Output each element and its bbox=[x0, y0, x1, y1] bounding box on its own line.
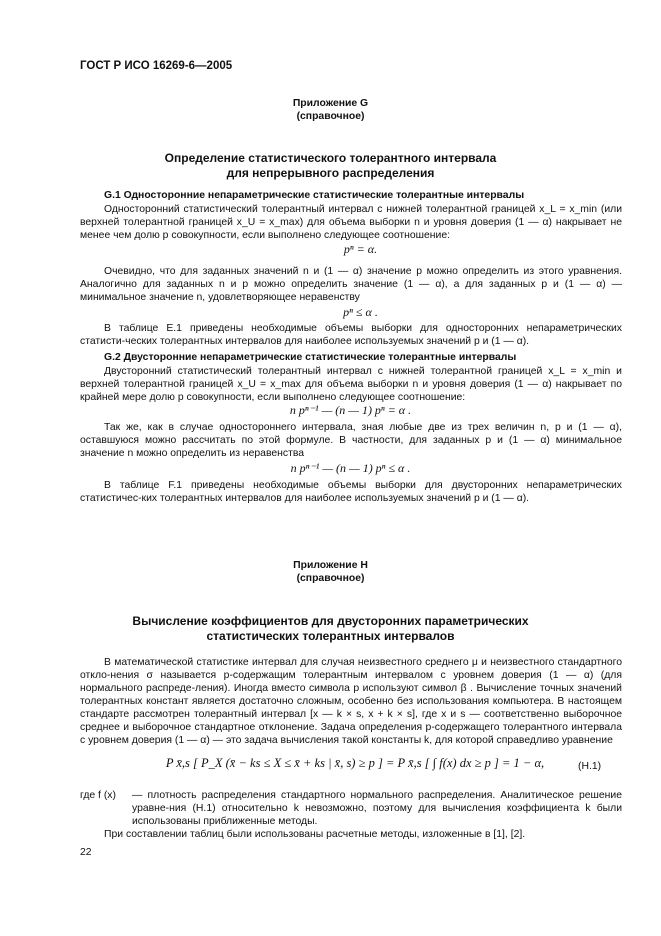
where-text: — плотность распределения стандартного нормального распределения. Аналитическое решение уравне-ния (H.1) относительно k невозможно, поэтому для вычисления коэффициента k были использованы приближенные методы. bbox=[132, 790, 622, 827]
section-g2-para2 bbox=[80, 421, 622, 460]
appendix-h-para2-text: При составлении таблиц были использованы расчетные методы, изложенные в [1], [2]. bbox=[104, 829, 526, 840]
section-g1-para2 bbox=[80, 265, 622, 304]
section-g1-para1-text: Односторонний статистический толерантный интервал с нижней толерантной границей x_L = x_min (или верхней толерантной границей x_U = x_max) для объема выборки n и уровня доверия (1 — α) накрывает не менее чем долю p совокупности, если выполнено следующее соотношение: bbox=[80, 204, 622, 241]
appendix-h-para1-text: В математической статистике интервал для случая неизвестного среднего μ и неизвестного стандартного откло-нения σ называется p-содержащим толерантным интервалом с уровнем доверия (1 — α) (для нормального распреде-ления). Иногда вместо символа p используют символ β . Вычисление точных значений толерантных констант является достаточно сложным, особенно без использования компьютера. В настоящем стандарте рассмотрен толерантный интервал [x — k × s, x + k × s], где x и s — соответственно выборочное среднее и выборочное стандартное отклонение. Задача определения p-содержащего толерантного интервала с уровнем доверия (1 — α) — это задача вычисления такой константы k, для которой справедливо уравнение bbox=[80, 657, 622, 746]
appendix-h-para1 bbox=[80, 656, 622, 747]
appendix-g-kind: (справочное) bbox=[296, 111, 365, 122]
appendix-h-kind: (справочное) bbox=[296, 573, 365, 584]
page-number: 22 bbox=[80, 847, 92, 858]
section-g2-para1-text: Двусторонний статистический толерантный интервал с нижней толерантной границей x_L = x_min и верхней толерантной границей x_U = x_max для объема выборки n и уровня доверия (1 — α) накрывает по крайней мере долю p совокупности, если выполнено следующее соотношение: bbox=[80, 366, 622, 403]
formula-g1-1: pⁿ = α. bbox=[343, 242, 378, 256]
appendix-h-title-line1: Вычисление коэффициентов для двусторонних параметрических bbox=[132, 614, 529, 628]
section-g1-para3 bbox=[80, 322, 622, 348]
formula-g1-2: pⁿ ≤ α . bbox=[343, 305, 378, 319]
equation-h1-number: (H.1) bbox=[578, 761, 602, 772]
appendix-g-title-line2: для непрерывного распределения bbox=[226, 166, 435, 180]
appendix-g-title-line1: Определение статистического толерантного интервала bbox=[164, 151, 497, 165]
section-g2-heading: G.2 Двусторонние непараметрические статистические толерантные интервалы bbox=[104, 352, 517, 363]
where-label: где f (x) bbox=[80, 790, 116, 801]
section-g1-heading: G.1 Односторонние непараметрические статистические толерантные интервалы bbox=[104, 190, 525, 201]
formula-g2-2: n pⁿ⁻¹ — (n — 1) pⁿ ≤ α . bbox=[290, 461, 411, 475]
appendix-h-name: Приложение H bbox=[293, 560, 368, 571]
appendix-h-title-line2: статистических толерантных интервалов bbox=[206, 629, 455, 643]
section-g1-para2-text: Очевидно, что для заданных значений n и (1 — α) значение p можно определить из этого уравнения. Аналогично для заданных n и p можно определить значение (1 — α), а для заданных p и (1 — α) — минимальное значение n, удовлетворяющее неравенству bbox=[80, 266, 622, 303]
section-g2-para3 bbox=[80, 479, 622, 505]
equation-h1: P x̄,s [ P_X (x̄ − ks ≤ X ≤ x̄ + ks | x̄, s) ≥ p ] = P x̄,s [ ∫ f(x) dx ≥ p ] = 1 − α, bbox=[165, 756, 545, 770]
standard-header: ГОСТ Р ИСО 16269-6—2005 bbox=[80, 60, 233, 72]
section-g2-para3-text: В таблице F.1 приведены необходимые объемы выборки для двусторонних непараметрических статистичес-ких толерантных интервалов для наиболее используемых значений p и (1 — α). bbox=[80, 480, 622, 504]
appendix-h-para2 bbox=[80, 828, 622, 841]
formula-g2-1: n pⁿ⁻¹ — (n — 1) pⁿ = α . bbox=[289, 403, 412, 417]
section-g2-para2-text: Так же, как в случае одностороннего интервала, зная любые две из трех величин n, p и (1 — α), оставшуюся можно рассчитать по этой формуле. В частности, для заданных p и (1 — α) минимальное значение n можно определить из неравенства bbox=[80, 422, 622, 459]
section-g1-para1 bbox=[80, 203, 622, 242]
section-g2-para1 bbox=[80, 365, 622, 404]
section-g1-para3-text: В таблице E.1 приведены необходимые объемы выборки для односторонних непараметрических статисти-ческих толерантных интервалов для наиболее используемых значений p и (1 — α). bbox=[80, 323, 622, 347]
appendix-g-name: Приложение G bbox=[292, 98, 369, 109]
